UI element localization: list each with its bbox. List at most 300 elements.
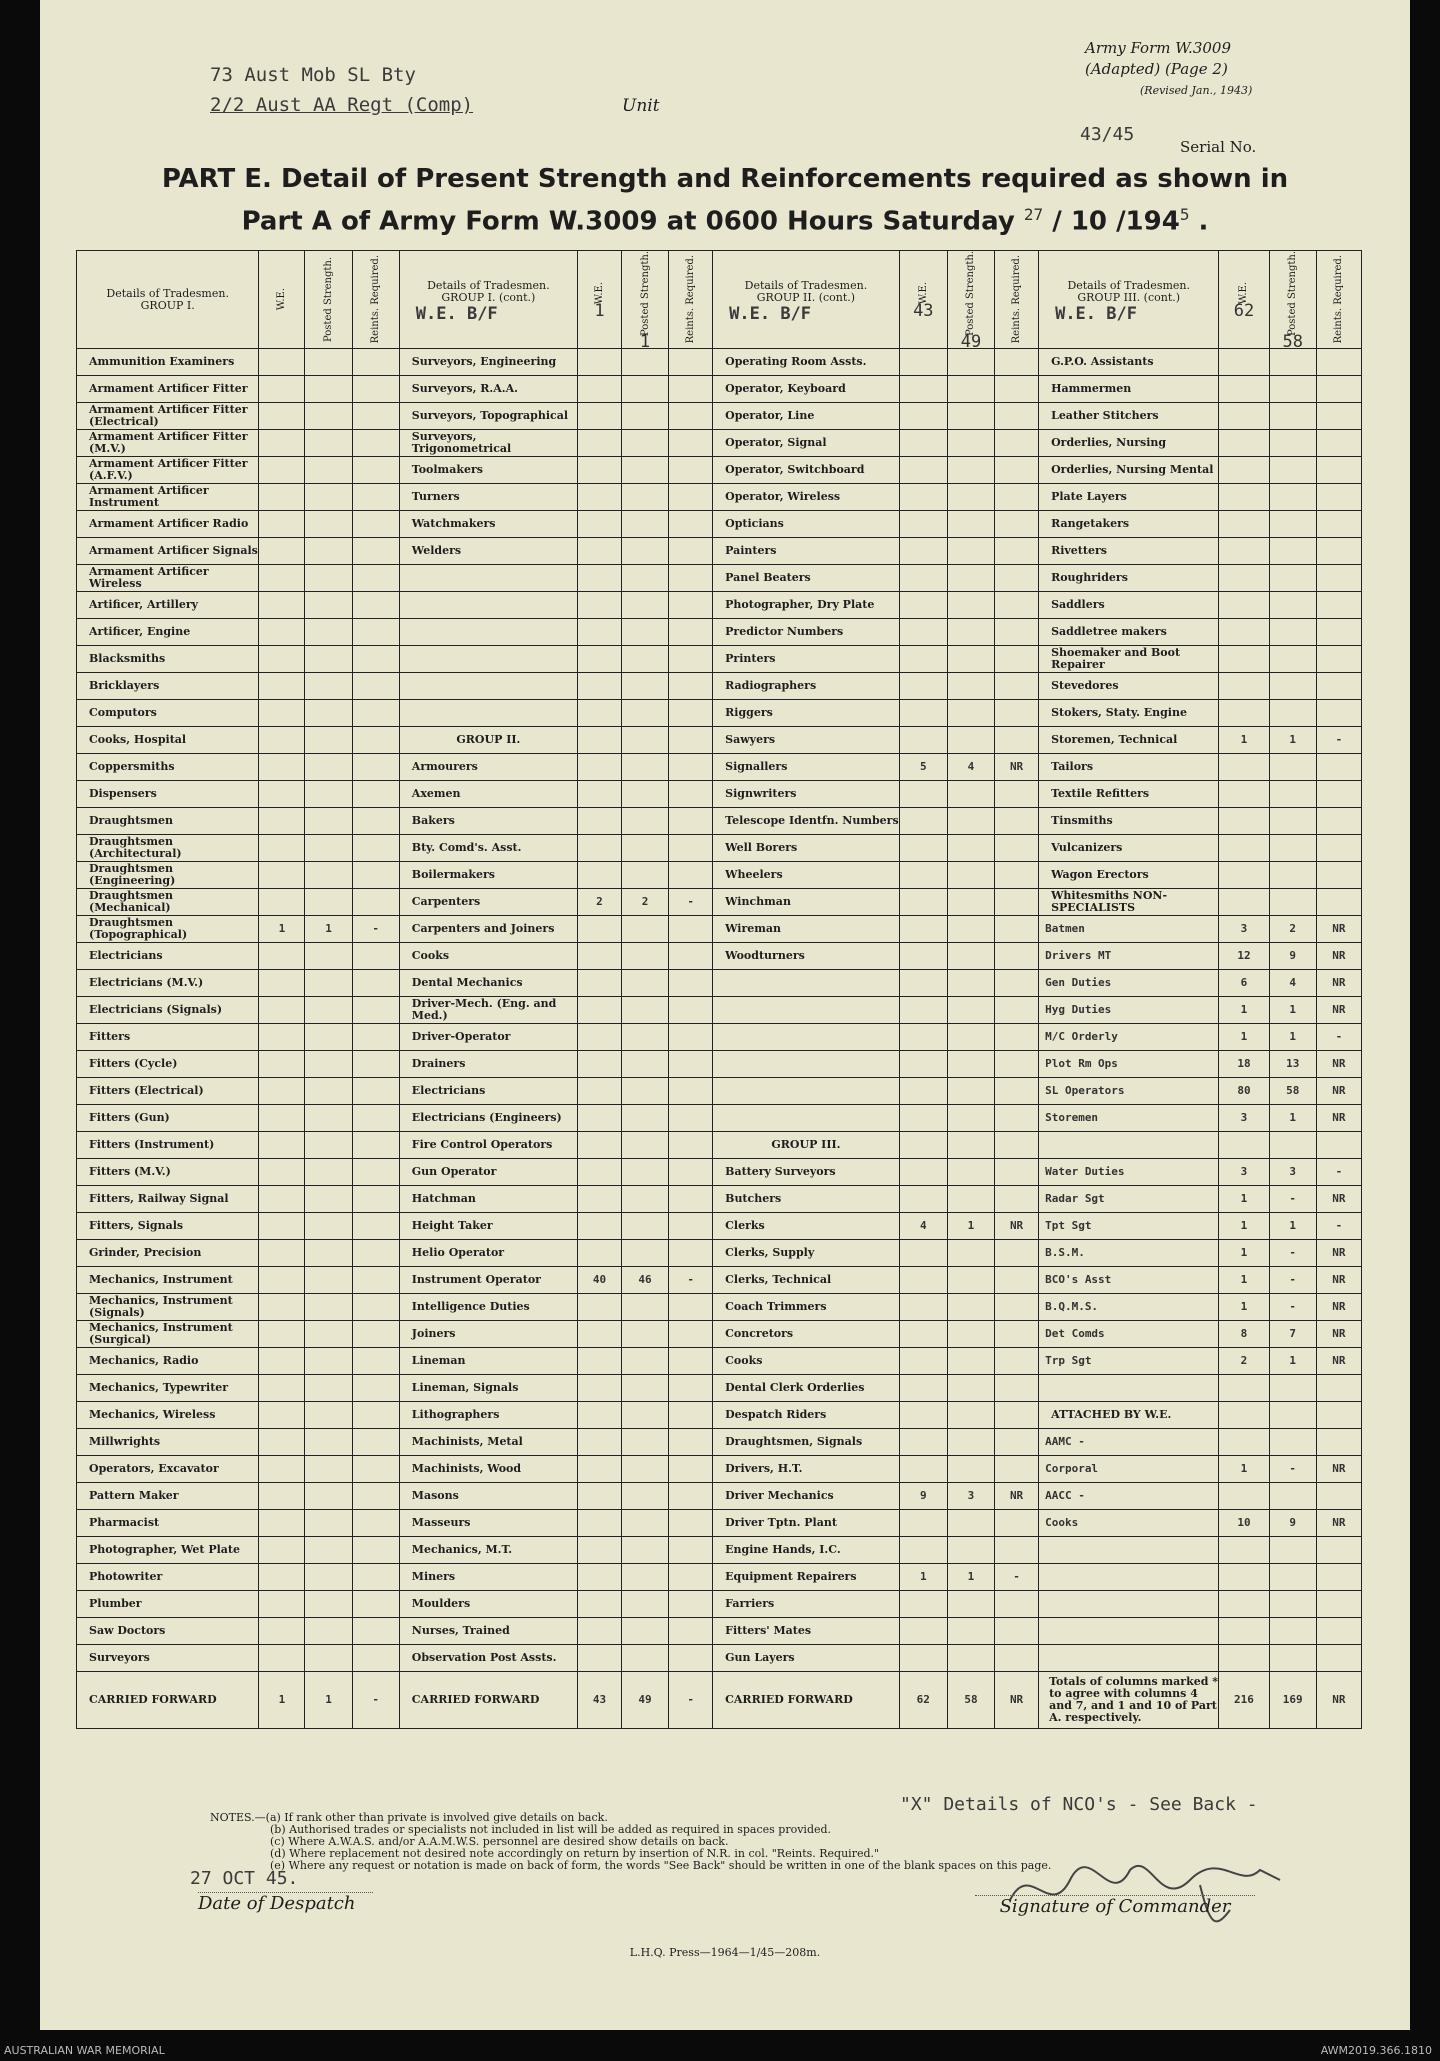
- trade-ps-value: [1269, 1483, 1316, 1510]
- trade-we-value: 1: [1219, 1186, 1269, 1213]
- trade-name: Carpenters and Joiners: [399, 916, 577, 943]
- trade-name: Draughtsmen (Engineering): [77, 862, 259, 889]
- trade-name: Well Borers: [713, 835, 900, 862]
- trade-we-value: [1219, 349, 1269, 376]
- trade-ps-value: 1: [947, 1564, 994, 1591]
- trade-we-value: [577, 916, 621, 943]
- trade-we-value: [899, 1024, 947, 1051]
- table-row: [77, 1294, 1362, 1321]
- trade-we-value: 2: [577, 889, 621, 916]
- trade-name: Observation Post Assts.: [399, 1645, 577, 1672]
- trade-name: Armament Artificer Signals: [77, 538, 259, 565]
- trade-name: Gen Duties: [1039, 970, 1219, 997]
- trade-rr-value: NR: [1316, 997, 1361, 1024]
- trade-name: Photowriter: [77, 1564, 259, 1591]
- trade-name: Electricians (Engineers): [399, 1105, 577, 1132]
- trade-we-value: [259, 538, 305, 565]
- trade-rr-value: [352, 1132, 399, 1159]
- trade-rr-value: [352, 1510, 399, 1537]
- trade-we-value: [259, 1591, 305, 1618]
- trade-rr-value: [669, 1105, 713, 1132]
- trade-rr-value: [1316, 754, 1361, 781]
- trade-ps-value: [305, 1537, 352, 1564]
- trade-we-value: [259, 1537, 305, 1564]
- trade-rr-value: [352, 1321, 399, 1348]
- trade-name: Photographer, Wet Plate: [77, 1537, 259, 1564]
- trade-we-value: [899, 997, 947, 1024]
- trade-ps-value: [305, 1213, 352, 1240]
- trade-ps-value: [305, 862, 352, 889]
- trade-name: [713, 1051, 900, 1078]
- trade-we-value: 1: [1219, 1267, 1269, 1294]
- trade-name: Lineman, Signals: [399, 1375, 577, 1402]
- trade-we-value: 8: [1219, 1321, 1269, 1348]
- table-row: [77, 1564, 1362, 1591]
- trade-rr-value: [995, 1537, 1039, 1564]
- trade-rr-value: [995, 430, 1039, 457]
- trade-name: Surveyors, Topographical: [399, 403, 577, 430]
- trade-we-value: [259, 862, 305, 889]
- table-row: [77, 646, 1362, 673]
- trade-name: Driver Tptn. Plant: [713, 1510, 900, 1537]
- trade-name: Radiographers: [713, 673, 900, 700]
- trade-name: Drainers: [399, 1051, 577, 1078]
- table-row: [77, 1240, 1362, 1267]
- trade-rr-value: [995, 673, 1039, 700]
- trade-rr-value: [1316, 538, 1361, 565]
- trade-ps-value: 1: [947, 1213, 994, 1240]
- trade-we-value: [259, 1294, 305, 1321]
- tradesmen-table: [76, 250, 1362, 1729]
- trade-name: Roughriders: [1039, 565, 1219, 592]
- trade-name: Armourers: [399, 754, 577, 781]
- credit-left: AUSTRALIAN WAR MEMORIAL: [4, 2044, 165, 2057]
- trade-we-value: [1219, 781, 1269, 808]
- trade-we-value: [577, 673, 621, 700]
- trade-name: Operator, Switchboard: [713, 457, 900, 484]
- trade-name: G.P.O. Assistants: [1039, 349, 1219, 376]
- trade-rr-value: [352, 727, 399, 754]
- trade-we-value: 12: [1219, 943, 1269, 970]
- trade-name: Mechanics, Typewriter: [77, 1375, 259, 1402]
- trade-name: Surveyors, Engineering: [399, 349, 577, 376]
- date-year: /194: [1116, 206, 1180, 237]
- trade-name: Operator, Signal: [713, 430, 900, 457]
- trade-rr-value: [669, 403, 713, 430]
- trade-we-value: [259, 1510, 305, 1537]
- trade-ps-value: 3: [947, 1483, 994, 1510]
- trade-we-value: [1219, 484, 1269, 511]
- title-line-2: Part A of Army Form W.3009 at 0600 Hours Saturday $^{27}$ / 10 $/194^5$ .: [241, 205, 1209, 237]
- trade-rr-value: [995, 646, 1039, 673]
- trade-ps-value: [621, 1645, 668, 1672]
- trade-rr-value: [669, 457, 713, 484]
- trade-name: Dispensers: [77, 781, 259, 808]
- trade-ps-value: 1: [1269, 1105, 1316, 1132]
- trade-rr-value: -: [352, 916, 399, 943]
- trade-ps-value: 1: [1269, 1348, 1316, 1375]
- notes: [210, 1812, 1051, 1872]
- trade-rr-value: [1316, 889, 1361, 916]
- trade-we-value: [899, 619, 947, 646]
- trade-we-value: [899, 1429, 947, 1456]
- trade-rr-value: NR: [1316, 916, 1361, 943]
- trade-name: Orderlies, Nursing: [1039, 430, 1219, 457]
- trade-ps-value: [947, 1240, 994, 1267]
- trade-ps-value: 1: [1269, 1024, 1316, 1051]
- trade-name: Driver-Mech. (Eng. and Med.): [399, 997, 577, 1024]
- trade-we-value: [577, 700, 621, 727]
- trade-name: Coach Trimmers: [713, 1294, 900, 1321]
- trade-rr-value: [669, 1132, 713, 1159]
- trade-rr-value: [669, 484, 713, 511]
- trade-we-value: [1219, 511, 1269, 538]
- trade-rr-value: [995, 511, 1039, 538]
- trade-we-value: [259, 1024, 305, 1051]
- trade-rr-value: [995, 376, 1039, 403]
- trade-ps-value: [305, 754, 352, 781]
- trade-name: Ammunition Examiners: [77, 349, 259, 376]
- date-year-digit: 5: [1179, 205, 1190, 224]
- trade-ps-value: [621, 916, 668, 943]
- trade-rr-value: [995, 1267, 1039, 1294]
- trade-name: Fitters (M.V.): [77, 1159, 259, 1186]
- trade-rr-value: [352, 1186, 399, 1213]
- trade-rr-value: [1316, 673, 1361, 700]
- trade-rr-value: [1316, 1132, 1361, 1159]
- trade-rr-value: [352, 1240, 399, 1267]
- trade-we-value: [1219, 1483, 1269, 1510]
- trade-we-value: [899, 646, 947, 673]
- trade-we-value: [259, 1105, 305, 1132]
- table-row: [77, 1375, 1362, 1402]
- trade-rr-value: [669, 943, 713, 970]
- trade-name: Wireman: [713, 916, 900, 943]
- trade-we-value: [259, 943, 305, 970]
- trade-we-value: [259, 673, 305, 700]
- trade-ps-value: [1269, 430, 1316, 457]
- trade-we-value: [899, 1510, 947, 1537]
- serial-label: Serial No.: [1180, 138, 1257, 156]
- table-header: [77, 251, 1362, 349]
- trade-name: Fitters (Gun): [77, 1105, 259, 1132]
- trade-ps-value: [305, 349, 352, 376]
- trade-name: Fitters, Railway Signal: [77, 1186, 259, 1213]
- trade-name: Draughtsmen: [77, 808, 259, 835]
- trade-rr-value: [1316, 1402, 1361, 1429]
- trade-name: B.Q.M.S.: [1039, 1294, 1219, 1321]
- trade-ps-value: [621, 1375, 668, 1402]
- trade-ps-value: [1269, 1564, 1316, 1591]
- date-month: 10: [1070, 206, 1107, 237]
- trade-rr-value: [669, 1510, 713, 1537]
- trade-ps-value: 46: [621, 1267, 668, 1294]
- trade-we-value: [259, 1375, 305, 1402]
- trade-name: Armament Artificer Radio: [77, 511, 259, 538]
- trade-ps-value: [621, 835, 668, 862]
- trade-rr-value: [995, 1429, 1039, 1456]
- trade-ps-value: [947, 1591, 994, 1618]
- trade-rr-value: [995, 700, 1039, 727]
- trade-ps-value: [947, 646, 994, 673]
- trade-rr-value: [1316, 619, 1361, 646]
- trade-we-value: [259, 1645, 305, 1672]
- trade-rr-value: [352, 376, 399, 403]
- title-line-1: PART E. Detail of Present Strength and Reinforcements required as shown in: [161, 164, 1289, 194]
- trade-name: Bty. Comd's. Asst.: [399, 835, 577, 862]
- trade-we-value: [259, 727, 305, 754]
- trade-ps-value: [305, 565, 352, 592]
- trade-rr-value: [352, 754, 399, 781]
- trade-ps-value: [305, 1186, 352, 1213]
- table-row: [77, 376, 1362, 403]
- trade-ps-value: [621, 430, 668, 457]
- trade-we-value: [899, 1321, 947, 1348]
- trade-ps-value: 4: [1269, 970, 1316, 997]
- trade-ps-value: [1269, 619, 1316, 646]
- trade-name: Winchman: [713, 889, 900, 916]
- trade-name: Armament Artificer Instrument: [77, 484, 259, 511]
- trade-we-value: [259, 970, 305, 997]
- trade-ps-value: [621, 862, 668, 889]
- trade-we-value: [577, 538, 621, 565]
- trade-name: Rangetakers: [1039, 511, 1219, 538]
- trade-name: Fitters: [77, 1024, 259, 1051]
- trade-name: [713, 1105, 900, 1132]
- trade-rr-value: NR: [995, 754, 1039, 781]
- trade-name: B.S.M.: [1039, 1240, 1219, 1267]
- trade-rr-value: [995, 835, 1039, 862]
- trade-we-value: [1219, 673, 1269, 700]
- trade-ps-value: [1269, 1537, 1316, 1564]
- trade-ps-value: [1269, 700, 1316, 727]
- trade-we-value: 1: [1219, 1294, 1269, 1321]
- trade-ps-value: [947, 943, 994, 970]
- note-d: (d) Where replacement not desired note accordingly on return by insertion of N.R. in col. "Reints. Required.": [270, 1847, 880, 1860]
- trade-rr-value: [1316, 484, 1361, 511]
- table-row: [77, 1267, 1362, 1294]
- table-row: [77, 1510, 1362, 1537]
- trade-ps-value: [305, 403, 352, 430]
- trade-ps-value: [1269, 349, 1316, 376]
- trade-rr-value: [995, 349, 1039, 376]
- trade-rr-value: [669, 592, 713, 619]
- trade-name: [1039, 1564, 1219, 1591]
- trade-we-value: [259, 1267, 305, 1294]
- trade-name: Storemen: [1039, 1105, 1219, 1132]
- table-row: [77, 430, 1362, 457]
- header-we: W.E.: [259, 251, 305, 349]
- table-row: [77, 1024, 1362, 1051]
- trade-we-value: 6: [1219, 970, 1269, 997]
- trade-ps-value: 1: [305, 916, 352, 943]
- trade-rr-value: [995, 1051, 1039, 1078]
- trade-ps-value: 1: [1269, 997, 1316, 1024]
- trade-rr-value: [669, 1375, 713, 1402]
- table-row: [77, 1591, 1362, 1618]
- trade-name: [713, 970, 900, 997]
- trade-we-value: [1219, 430, 1269, 457]
- trade-name: Armament Artificer Fitter: [77, 376, 259, 403]
- trade-we-value: [577, 727, 621, 754]
- form-adapted: (Adapted) (Page 2): [1085, 60, 1228, 78]
- trade-rr-value: [1316, 592, 1361, 619]
- trade-ps-value: -: [1269, 1456, 1316, 1483]
- trade-we-value: [899, 1105, 947, 1132]
- trade-rr-value: [352, 1429, 399, 1456]
- trade-name: Fitters (Cycle): [77, 1051, 259, 1078]
- trade-we-value: [899, 970, 947, 997]
- trade-ps-value: [947, 835, 994, 862]
- trade-ps-value: [305, 1078, 352, 1105]
- trade-rr-value: [352, 1402, 399, 1429]
- trade-rr-value: NR: [1316, 1105, 1361, 1132]
- trade-name: Mechanics, Instrument (Signals): [77, 1294, 259, 1321]
- trade-name: Armament Artificer Fitter (M.V.): [77, 430, 259, 457]
- trade-ps-value: [947, 808, 994, 835]
- trade-rr-value: [995, 970, 1039, 997]
- trade-ps-value: [621, 970, 668, 997]
- serial-number: 43/45: [1080, 124, 1135, 145]
- trade-rr-value: [669, 511, 713, 538]
- trade-ps-value: [947, 727, 994, 754]
- trade-rr-value: [669, 538, 713, 565]
- trade-ps-value: [305, 835, 352, 862]
- trade-rr-value: NR: [1316, 1348, 1361, 1375]
- trade-name: Opticians: [713, 511, 900, 538]
- trade-rr-value: [352, 1591, 399, 1618]
- trade-rr-value: [669, 1456, 713, 1483]
- trade-rr-value: [1316, 376, 1361, 403]
- trade-name: BCO's Asst: [1039, 1267, 1219, 1294]
- trade-rr-value: [352, 700, 399, 727]
- header-posted: Posted Strength.: [305, 251, 352, 349]
- trade-rr-value: [995, 1456, 1039, 1483]
- trade-ps-value: [947, 1159, 994, 1186]
- trade-rr-value: [995, 1132, 1039, 1159]
- trade-ps-value: [947, 862, 994, 889]
- trade-we-value: [1219, 754, 1269, 781]
- trade-name: Shoemaker and Boot Repairer: [1039, 646, 1219, 673]
- trade-name: AACC -: [1039, 1483, 1219, 1510]
- trade-we-value: [259, 1132, 305, 1159]
- trade-name: [399, 700, 577, 727]
- trade-we-value: 1: [1219, 1240, 1269, 1267]
- trade-we-value: [899, 700, 947, 727]
- trade-we-value: 1: [899, 1564, 947, 1591]
- total-value: 169: [1269, 1672, 1316, 1729]
- trade-ps-value: [947, 1402, 994, 1429]
- trade-we-value: [259, 835, 305, 862]
- trade-rr-value: [995, 403, 1039, 430]
- trade-rr-value: [995, 1240, 1039, 1267]
- trade-ps-value: [621, 1024, 668, 1051]
- note-c: (c) Where A.W.A.S. and/or A.A.M.W.S. personnel are desired show details on back.: [270, 1835, 729, 1848]
- trade-we-value: [577, 1321, 621, 1348]
- table-body: [77, 349, 1362, 1672]
- carried-label: CARRIED FORWARD: [399, 1672, 577, 1729]
- trade-rr-value: [352, 484, 399, 511]
- trade-rr-value: [669, 808, 713, 835]
- trade-we-value: [899, 376, 947, 403]
- trade-rr-value: [669, 1348, 713, 1375]
- trade-ps-value: [621, 1348, 668, 1375]
- trade-ps-value: [305, 538, 352, 565]
- trade-ps-value: [305, 457, 352, 484]
- trade-name: Driver-Operator: [399, 1024, 577, 1051]
- header-we: W.E. 43: [899, 251, 947, 349]
- trade-rr-value: [352, 1024, 399, 1051]
- trade-we-value: [259, 1348, 305, 1375]
- trade-we-value: [259, 457, 305, 484]
- trade-ps-value: [305, 592, 352, 619]
- trade-ps-value: -: [1269, 1267, 1316, 1294]
- trade-name: Whitesmiths NON-SPECIALISTS: [1039, 889, 1219, 916]
- trade-we-value: [577, 457, 621, 484]
- trade-rr-value: [352, 835, 399, 862]
- trade-rr-value: [995, 1159, 1039, 1186]
- trade-we-value: [259, 646, 305, 673]
- trade-rr-value: [1316, 835, 1361, 862]
- trade-rr-value: [669, 1429, 713, 1456]
- trade-ps-value: [1269, 1429, 1316, 1456]
- trade-name: Det Comds: [1039, 1321, 1219, 1348]
- trade-name: Batmen: [1039, 916, 1219, 943]
- credit-right: AWM2019.366.1810: [1320, 2044, 1432, 2057]
- trade-ps-value: -: [1269, 1186, 1316, 1213]
- trade-ps-value: [1269, 1402, 1316, 1429]
- trade-ps-value: [1269, 592, 1316, 619]
- trade-ps-value: [947, 403, 994, 430]
- signature-label: Signature of Commander: [975, 1895, 1255, 1917]
- trade-ps-value: [947, 1024, 994, 1051]
- trade-we-value: [577, 862, 621, 889]
- trade-ps-value: [621, 376, 668, 403]
- trade-ps-value: [305, 484, 352, 511]
- table-row: [77, 1186, 1362, 1213]
- trade-ps-value: [621, 1321, 668, 1348]
- trade-ps-value: [621, 1159, 668, 1186]
- trade-ps-value: [947, 430, 994, 457]
- trade-ps-value: 7: [1269, 1321, 1316, 1348]
- trade-ps-value: [305, 727, 352, 754]
- trade-rr-value: NR: [1316, 1294, 1361, 1321]
- trade-rr-value: -: [1316, 1159, 1361, 1186]
- trade-we-value: [577, 1240, 621, 1267]
- trade-we-value: [899, 1618, 947, 1645]
- trade-name: Axemen: [399, 781, 577, 808]
- trade-we-value: [259, 700, 305, 727]
- trade-we-value: [577, 1024, 621, 1051]
- trade-rr-value: [352, 970, 399, 997]
- trade-rr-value: NR: [1316, 1051, 1361, 1078]
- carried-value: 43: [577, 1672, 621, 1729]
- table-row: [77, 484, 1362, 511]
- nco-details-note: "X" Details of NCO's - See Back -: [900, 1794, 1258, 1815]
- trade-rr-value: NR: [1316, 970, 1361, 997]
- trade-name: Plot Rm Ops: [1039, 1051, 1219, 1078]
- trade-we-value: [259, 1159, 305, 1186]
- table-row: [77, 700, 1362, 727]
- trade-name: Height Taker: [399, 1213, 577, 1240]
- trade-name: Artificer, Engine: [77, 619, 259, 646]
- trade-rr-value: [669, 700, 713, 727]
- trade-ps-value: 13: [1269, 1051, 1316, 1078]
- trade-name: Printers: [713, 646, 900, 673]
- trade-ps-value: [305, 1294, 352, 1321]
- trade-ps-value: [305, 943, 352, 970]
- trade-we-value: [899, 565, 947, 592]
